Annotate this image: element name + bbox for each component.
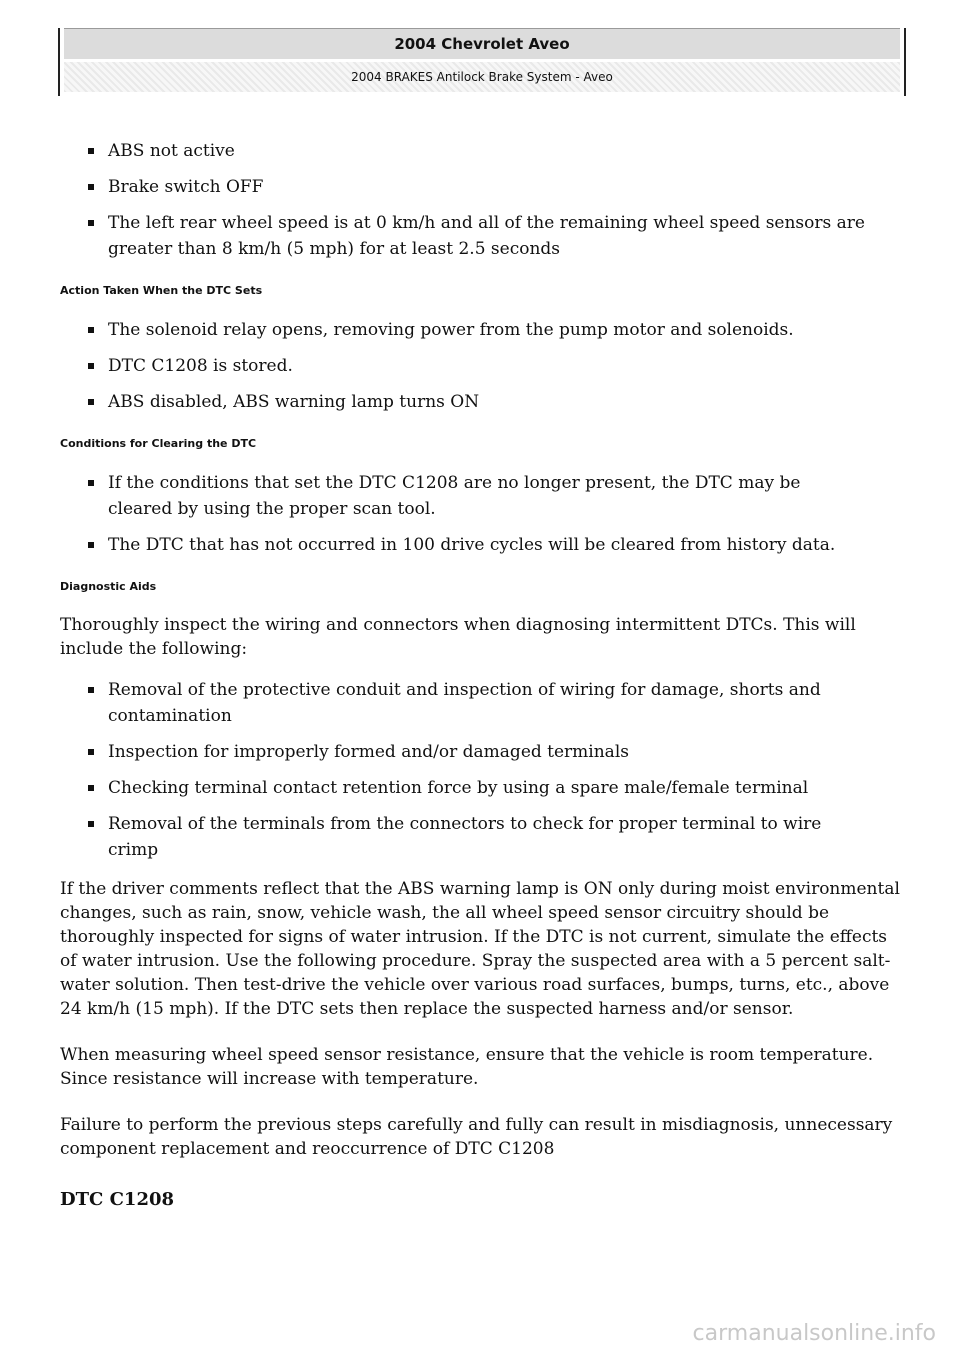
clearing-list	[60, 470, 900, 558]
list-item: ABS not active	[88, 138, 868, 164]
header-subtitle: 2004 BRAKES Antilock Brake System - Aveo	[64, 62, 900, 92]
document-header	[58, 28, 906, 96]
section-heading-diagnostic-aids: Diagnostic Aids	[60, 580, 157, 593]
header-left-rule	[58, 28, 60, 96]
list-item: Checking terminal contact retention force by using a spare male/female terminal	[88, 775, 868, 801]
failure-paragraph: Failure to perform the previous steps carefully and fully can result in misdiagnosis, unnecessary component replacement and reoccurrence of DTC C1208	[60, 1115, 893, 1159]
header-right-rule	[904, 28, 906, 96]
dtc-code-label: DTC C1208	[60, 1189, 175, 1210]
section-heading-action-taken: Action Taken When the DTC Sets	[60, 284, 263, 297]
list-item: ABS disabled, ABS warning lamp turns ON	[88, 389, 868, 415]
list-item: Removal of the terminals from the connectors to check for proper terminal to wire crimp	[88, 811, 868, 863]
diagnostic-aids-intro: Thoroughly inspect the wiring and connectors when diagnosing intermittent DTCs. This will include the following:	[60, 615, 856, 659]
section-heading-clearing: Conditions for Clearing the DTC	[60, 437, 257, 450]
list-item: Brake switch OFF	[88, 174, 868, 200]
list-item: If the conditions that set the DTC C1208 are no longer present, the DTC may be cleared by using the proper scan tool.	[88, 470, 868, 522]
list-item: The DTC that has not occurred in 100 drive cycles will be cleared from history data.	[88, 532, 868, 558]
list-item: Inspection for improperly formed and/or damaged terminals	[88, 739, 868, 765]
list-item: DTC C1208 is stored.	[88, 353, 868, 379]
document-body	[60, 138, 900, 1210]
action-taken-list	[60, 317, 900, 415]
set-conditions-list	[60, 138, 900, 262]
resistance-paragraph: When measuring wheel speed sensor resistance, ensure that the vehicle is room temperature. Since resistance will increase with temperature.	[60, 1045, 874, 1089]
inspection-list	[60, 677, 900, 863]
list-item: The solenoid relay opens, removing power from the pump motor and solenoids.	[88, 317, 868, 343]
list-item: The left rear wheel speed is at 0 km/h and all of the remaining wheel speed sensors are greater than 8 km/h (5 mph) for at least 2.5 seconds	[88, 210, 868, 262]
site-watermark: carmanualsonline.info	[692, 1321, 936, 1346]
header-title: 2004 Chevrolet Aveo	[64, 28, 900, 59]
water-intrusion-paragraph: If the driver comments reflect that the ABS warning lamp is ON only during moist environmental changes, such as rain, snow, vehicle wash, the all wheel speed sensor circuitry should be thoroughly inspected for signs of water intrusion. If the DTC is not current, simulate the effects of water intrusion. Use the following procedure. Spray the suspected area with a 5 percent salt-water solution. Then test-drive the vehicle over various road surfaces, bumps, turns, etc., above 24 km/h (15 mph). If the DTC sets then replace the suspected harness and/or sensor.	[60, 879, 900, 1019]
list-item: Removal of the protective conduit and inspection of wiring for damage, shorts and contamination	[88, 677, 868, 729]
